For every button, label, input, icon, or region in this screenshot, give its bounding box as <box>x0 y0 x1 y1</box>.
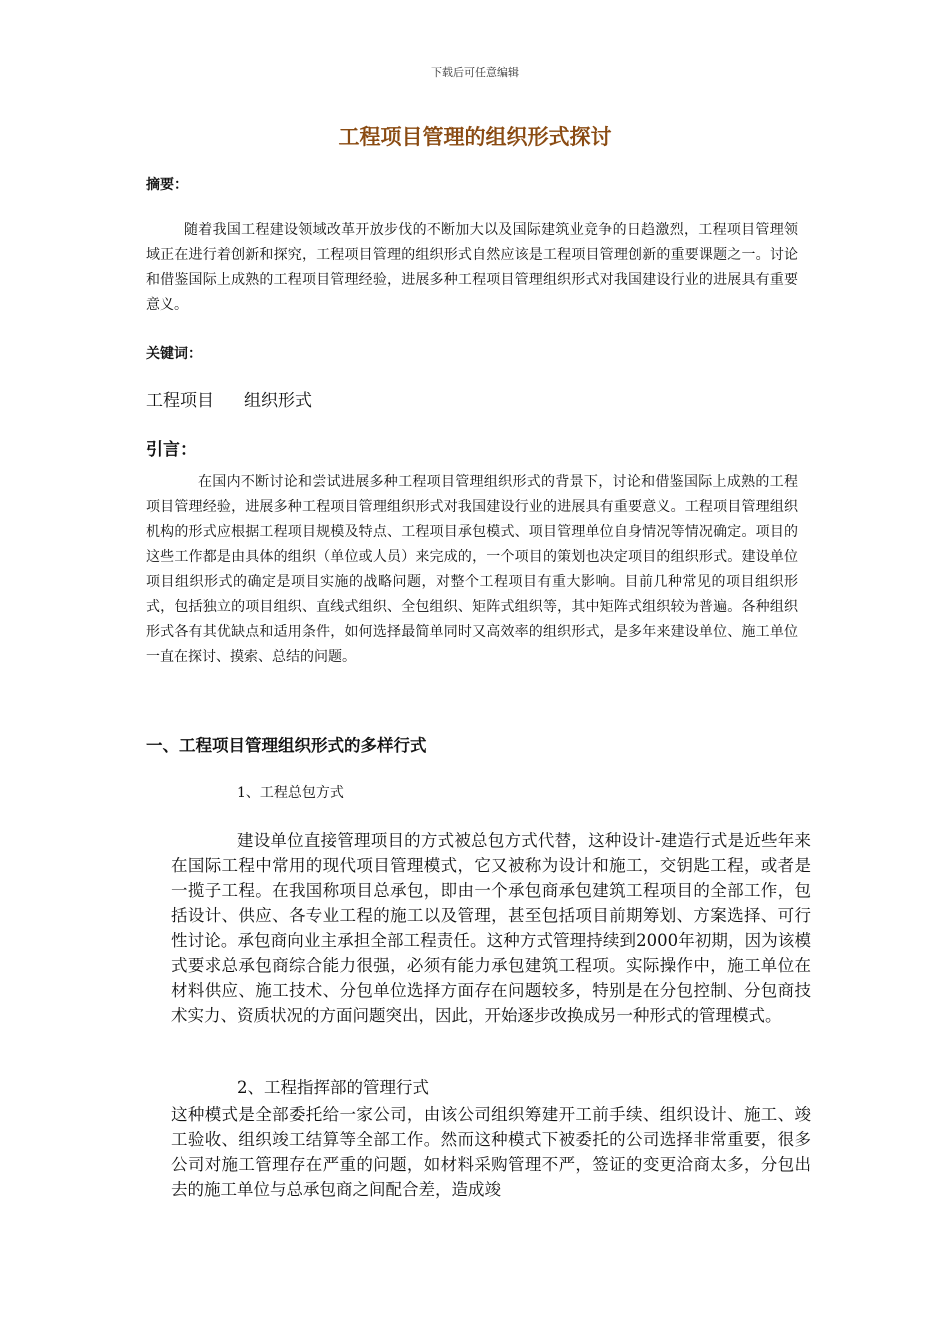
subsection-text: 建设单位直接管理项目的方式被总包方式代替，这种设计-建造行式是近些年来在国际工程中常用的现代项目管理模式，它又被称为设计和施工，交钥匙工程，或者是一揽子工程。在我国称项目总承包，即由一个承包商承包建筑工程项目的全部工作，包括设计、供应、各专业工程的施工以及管理，甚至包括项目前期筹划、方案选择、可行性讨论。承包商向业主承担全部工程责任。这种方式管理持续到2000年初期，因为该模式要求总承包商综合能力很强，必须有能力承包建筑工程项。实际操作中，施工单位在材料供应、施工技术、分包单位选择方面存在问题较多，特别是在分包控制、分包商技术实力、资质状况的方面问题突出，因此，开始逐步改换成另一种形式的管理模式。 <box>171 831 811 1025</box>
subsection-text: 这种模式是全部委托给一家公司，由该公司组织筹建开工前手续、组织设计、施工、竣工验收、组织竣工结算等全部工作。然而这种模式下被委托的公司选择非常重要，很多公司对施工管理存在严重的问题，如材料采购管理不严，签证的变更洽商太多，分包出去的施工单位与总承包商之间配合差，造成竣 <box>171 1105 811 1199</box>
keyword-item: 组织形式 <box>244 391 312 411</box>
keywords-label: 关键词： <box>146 346 202 362</box>
subsection-heading: 2、工程指挥部的管理行式 <box>237 1078 429 1097</box>
abstract-text: 随着我国工程建设领域改革开放步伐的不断加大以及国际建筑业竞争的日趋激烈，工程项目管理领域正在进行着创新和探究，工程项目管理的组织形式自然应该是工程项目管理创新的重要课题之一。讨论和借鉴国际上成熟的工程项目管理经验，进展多种工程项目管理组织形式对我国建设行业的进展具有重要意义。 <box>146 222 798 313</box>
page-header-note: 下载后可任意编辑 <box>431 66 519 79</box>
subsection-heading: 1、工程总包方式 <box>237 785 344 801</box>
intro-text: 在国内不断讨论和尝试进展多种工程项目管理组织形式的背景下，讨论和借鉴国际上成熟的工程项目管理经验，进展多种工程项目管理组织形式对我国建设行业的进展具有重要意义。工程项目管理组织机构的形式应根据工程项目规模及特点、工程项目承包模式、项目管理单位自身情况等情况确定。项目的这些工作都是由具体的组织（单位或人员）来完成的，一个项目的策划也决定项目的组织形式。建设单位项目组织形式的确定是项目实施的战略问题，对整个工程项目有重大影响。目前几种常见的项目组织形式，包括独立的项目组织、直线式组织、全包组织、矩阵式组织等，其中矩阵式组织较为普遍。各种组织形式各有其优缺点和适用条件，如何选择最简单同时又高效率的组织形式，是多年来建设单位、施工单位一直在探讨、摸索、总结的问题。 <box>146 474 798 665</box>
abstract-label: 摘要： <box>146 177 188 193</box>
section-heading: 一、工程项目管理组织形式的多样行式 <box>146 736 427 755</box>
keyword-item: 工程项目 <box>146 391 214 411</box>
intro-label: 引言： <box>146 440 197 460</box>
document-title: 工程项目管理的组织形式探讨 <box>338 125 612 149</box>
keywords-list <box>146 388 312 414</box>
